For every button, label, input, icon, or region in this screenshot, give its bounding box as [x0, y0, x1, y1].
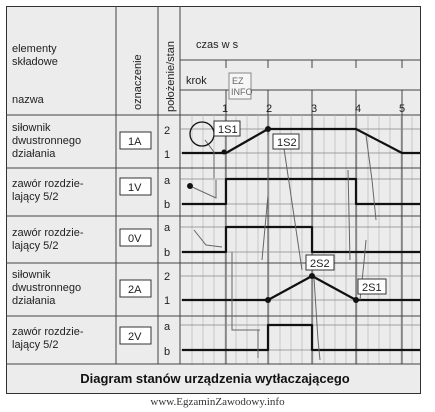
signal-arrows: [190, 135, 376, 360]
row4-name-1: siłownik: [12, 269, 51, 281]
step-2: 2: [266, 103, 273, 115]
row5-name-2: lający 5/2: [12, 339, 59, 351]
row1-state-bottom: 1: [164, 149, 171, 161]
header-step: krok: [186, 75, 207, 87]
state-traces: [182, 129, 420, 350]
row1-name-2: dwustronnego: [12, 135, 82, 147]
step-5: 5: [399, 103, 406, 115]
header-elements-2: składowe: [12, 56, 58, 68]
signal-1S1: 1S1: [218, 124, 238, 136]
watermark-bottom: INFO: [231, 87, 253, 97]
row1-state-top: 2: [164, 125, 171, 137]
start-signal-circle: [190, 122, 214, 146]
trace-0V: [182, 227, 420, 252]
trace-1V: [182, 179, 420, 204]
row2-code: 1V: [128, 182, 142, 194]
row1-name-3: działania: [12, 148, 56, 160]
row1-name-1: siłownik: [12, 122, 51, 134]
row5-name-1: zawór rozdzie-: [12, 326, 84, 338]
row3-state-top: a: [164, 222, 171, 234]
signal-2S1: 2S1: [362, 282, 382, 294]
row1-code: 1A: [128, 136, 142, 148]
row4-state-top: 2: [164, 271, 171, 283]
header-position: położenie/stan: [165, 41, 177, 112]
row3-state-bottom: b: [164, 247, 171, 259]
signal-1S2: 1S2: [277, 137, 297, 149]
row3-name-1: zawór rozdzie-: [12, 227, 84, 239]
footer-url[interactable]: www.EgzaminZawodowy.info: [150, 396, 285, 408]
step-4: 4: [355, 103, 362, 115]
header-name: nazwa: [12, 94, 44, 106]
watermark-top: EZ: [232, 76, 244, 86]
row2-name-2: lający 5/2: [12, 191, 59, 203]
step-1: 1: [222, 103, 229, 115]
row4-code: 2A: [128, 284, 142, 296]
header-elements-1: elementy: [12, 43, 57, 55]
row5-code: 2V: [128, 331, 142, 343]
diagram-title: Diagram stanów urządzenia wytłaczającego: [80, 371, 350, 386]
row5-state-bottom: b: [164, 346, 171, 358]
row2-state-top: a: [164, 175, 171, 187]
signal-2S2: 2S2: [310, 258, 330, 270]
row4-name-2: dwustronnego: [12, 282, 82, 294]
row4-state-bottom: 1: [164, 295, 171, 307]
header-designation: oznaczenie: [132, 54, 144, 110]
step-3: 3: [311, 103, 318, 115]
row2-state-bottom: b: [164, 199, 171, 211]
trace-2V: [182, 325, 420, 350]
row5-state-top: a: [164, 321, 171, 333]
row3-name-2: lający 5/2: [12, 240, 59, 252]
header-time: czas w s: [196, 39, 239, 51]
row3-code: 0V: [128, 233, 142, 245]
level-guides: [180, 129, 420, 350]
row4-name-3: działania: [12, 295, 56, 307]
row2-name-1: zawór rozdzie-: [12, 178, 84, 190]
